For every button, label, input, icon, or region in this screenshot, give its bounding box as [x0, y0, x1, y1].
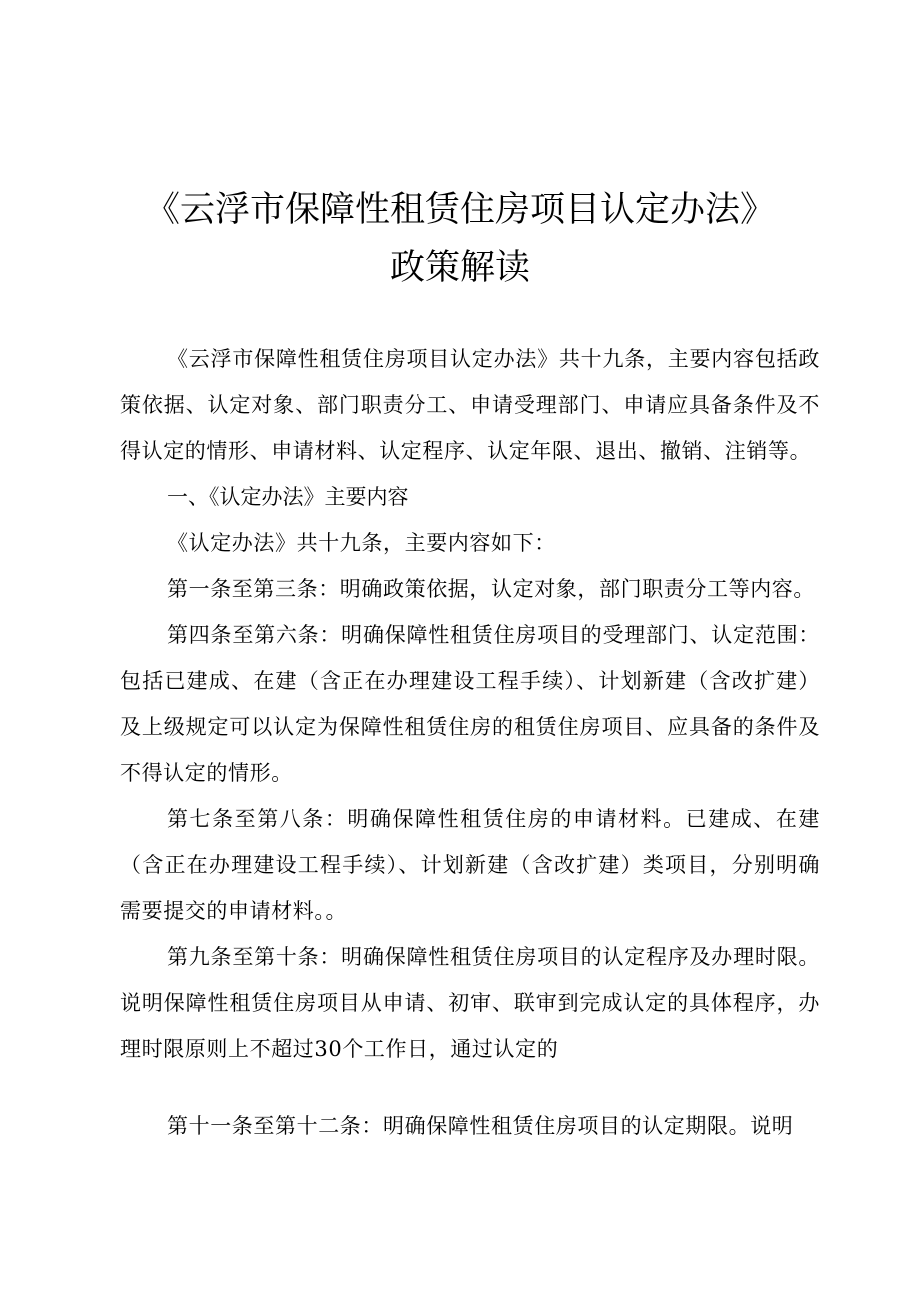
summary-paragraph: 《认定办法》共十九条，主要内容如下： — [167, 531, 556, 555]
articles-4-6-paragraph: 第四条至第六条：明确保障性租赁住房项目的受理部门、认定范围：包括已建成、在建（含正在办理建设工程手续）、计划新建（含改扩建）及上级规定可以认定为保障性租赁住房的租赁住房项目、应具备的条件及不得认定的情形。 — [120, 623, 820, 785]
document-title-line-2: 政策解读 — [389, 248, 530, 288]
articles-9-10-paragraph: 第九条至第十条：明确保障性租赁住房项目的认定程序及办理时限。说明保障性租赁住房项目从申请、初审、联审到完成认定的具体程序，办理时限原则上不超过30个工作日，通过认定的 — [120, 945, 820, 1061]
articles-7-8-paragraph: 第七条至第八条：明确保障性租赁住房的申请材料。已建成、在建（含正在办理建设工程手续）、计划新建（含改扩建）类项目，分别明确需要提交的申请材料。。 — [120, 807, 820, 923]
articles-11-12-paragraph: 第十一条至第十二条：明确保障性租赁住房项目的认定期限。说明 — [167, 1114, 794, 1138]
articles-1-3-paragraph: 第一条至第三条：明确政策依据，认定对象，部门职责分工等内容。 — [167, 577, 815, 601]
document-title-line-1: 《云浮市保障性租赁住房项目认定办法》 — [144, 190, 775, 230]
section-heading-main-content: 一、《认定办法》主要内容 — [167, 485, 409, 509]
intro-paragraph: 《云浮市保障性租赁住房项目认定办法》共十九条，主要内容包括政策依据、认定对象、部门职责分工、申请受理部门、申请应具备条件及不得认定的情形、申请材料、认定程序、认定年限、退出、撤销、注销等。 — [120, 347, 820, 463]
